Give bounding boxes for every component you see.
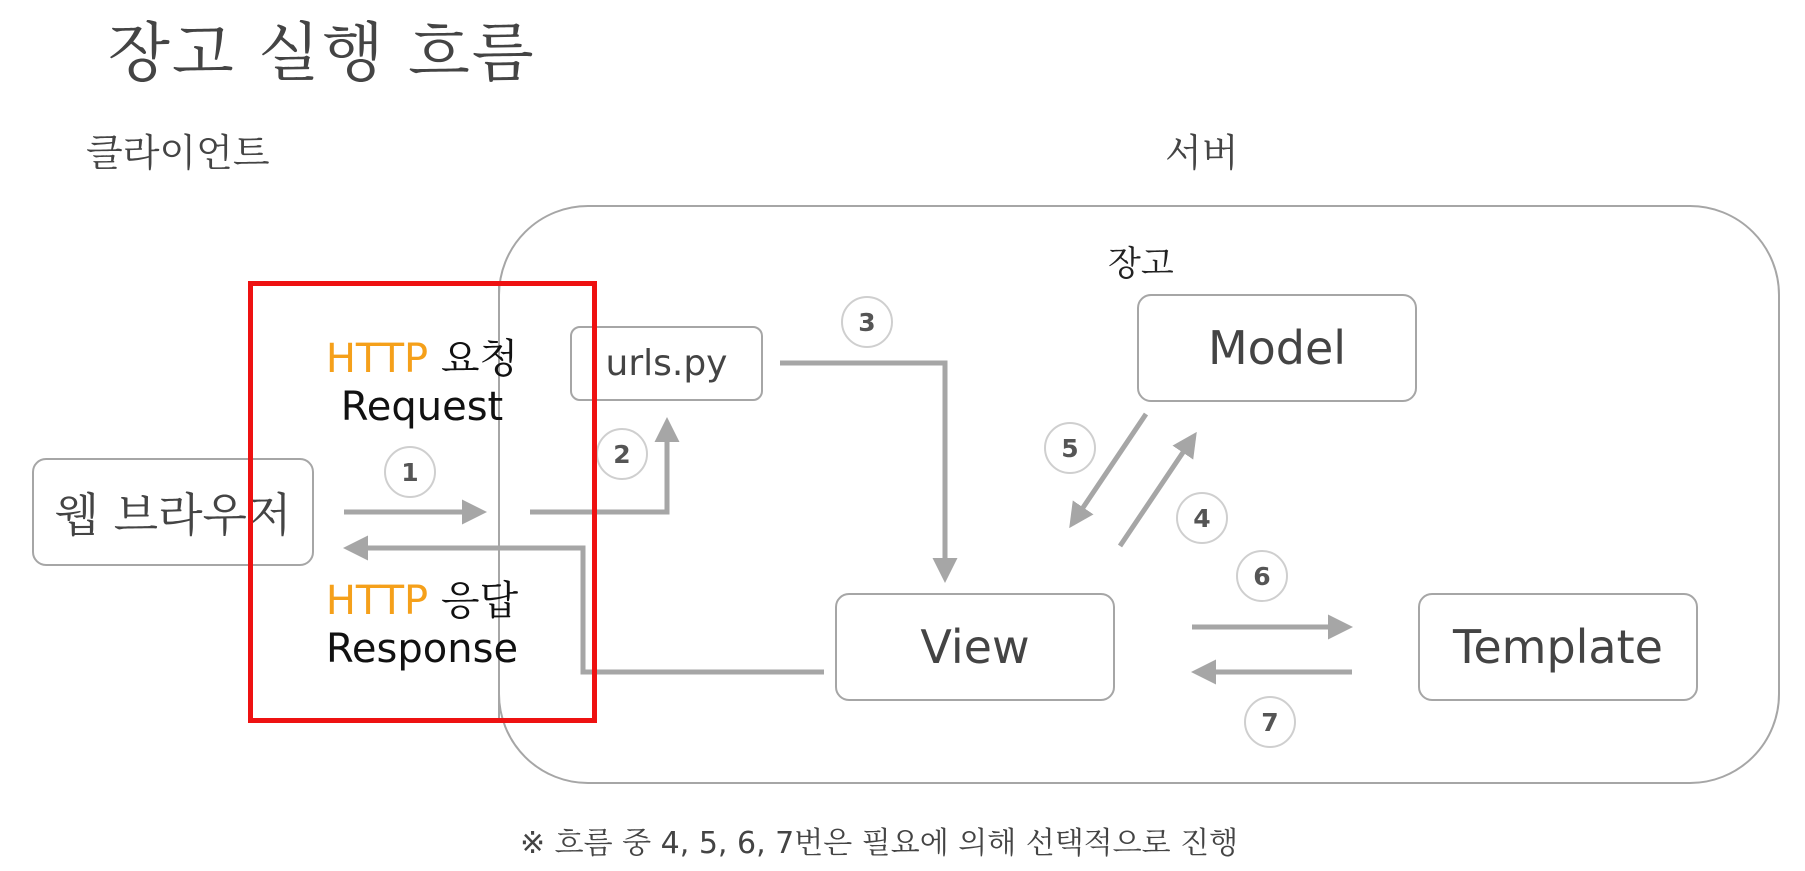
step-7-badge: 7 <box>1244 696 1296 748</box>
page-title: 장고 실행 흐름 <box>108 17 536 91</box>
http-request-keyword: HTTP <box>325 336 429 382</box>
http-response-korean: 응답 <box>440 578 519 624</box>
step-3-badge: 3 <box>841 296 893 348</box>
http-request-korean: 요청 <box>440 336 519 382</box>
web-browser-box: 웹 브라우저 <box>32 458 314 566</box>
step-4-badge: 4 <box>1176 492 1228 544</box>
http-response-keyword: HTTP <box>325 578 429 624</box>
client-label: 클라이언트 <box>86 131 270 175</box>
view-box: View <box>835 593 1115 701</box>
urls-box: urls.py <box>570 326 763 401</box>
model-box: Model <box>1137 294 1417 402</box>
step-1-badge: 1 <box>384 446 436 498</box>
arrow-urls-to-view <box>780 363 945 578</box>
highlight-box <box>248 281 597 723</box>
footnote: ※ 흐름 중 4, 5, 6, 7번은 필요에 의해 선택적으로 진행 <box>520 826 1239 861</box>
template-box: Template <box>1418 593 1698 701</box>
server-label: 서버 <box>1165 131 1239 175</box>
step-2-badge: 2 <box>596 428 648 480</box>
step-6-badge: 6 <box>1236 550 1288 602</box>
http-response-english: Response <box>325 626 519 672</box>
django-label: 장고 <box>1108 244 1174 284</box>
http-request-english: Request <box>340 384 504 430</box>
step-5-badge: 5 <box>1044 422 1096 474</box>
